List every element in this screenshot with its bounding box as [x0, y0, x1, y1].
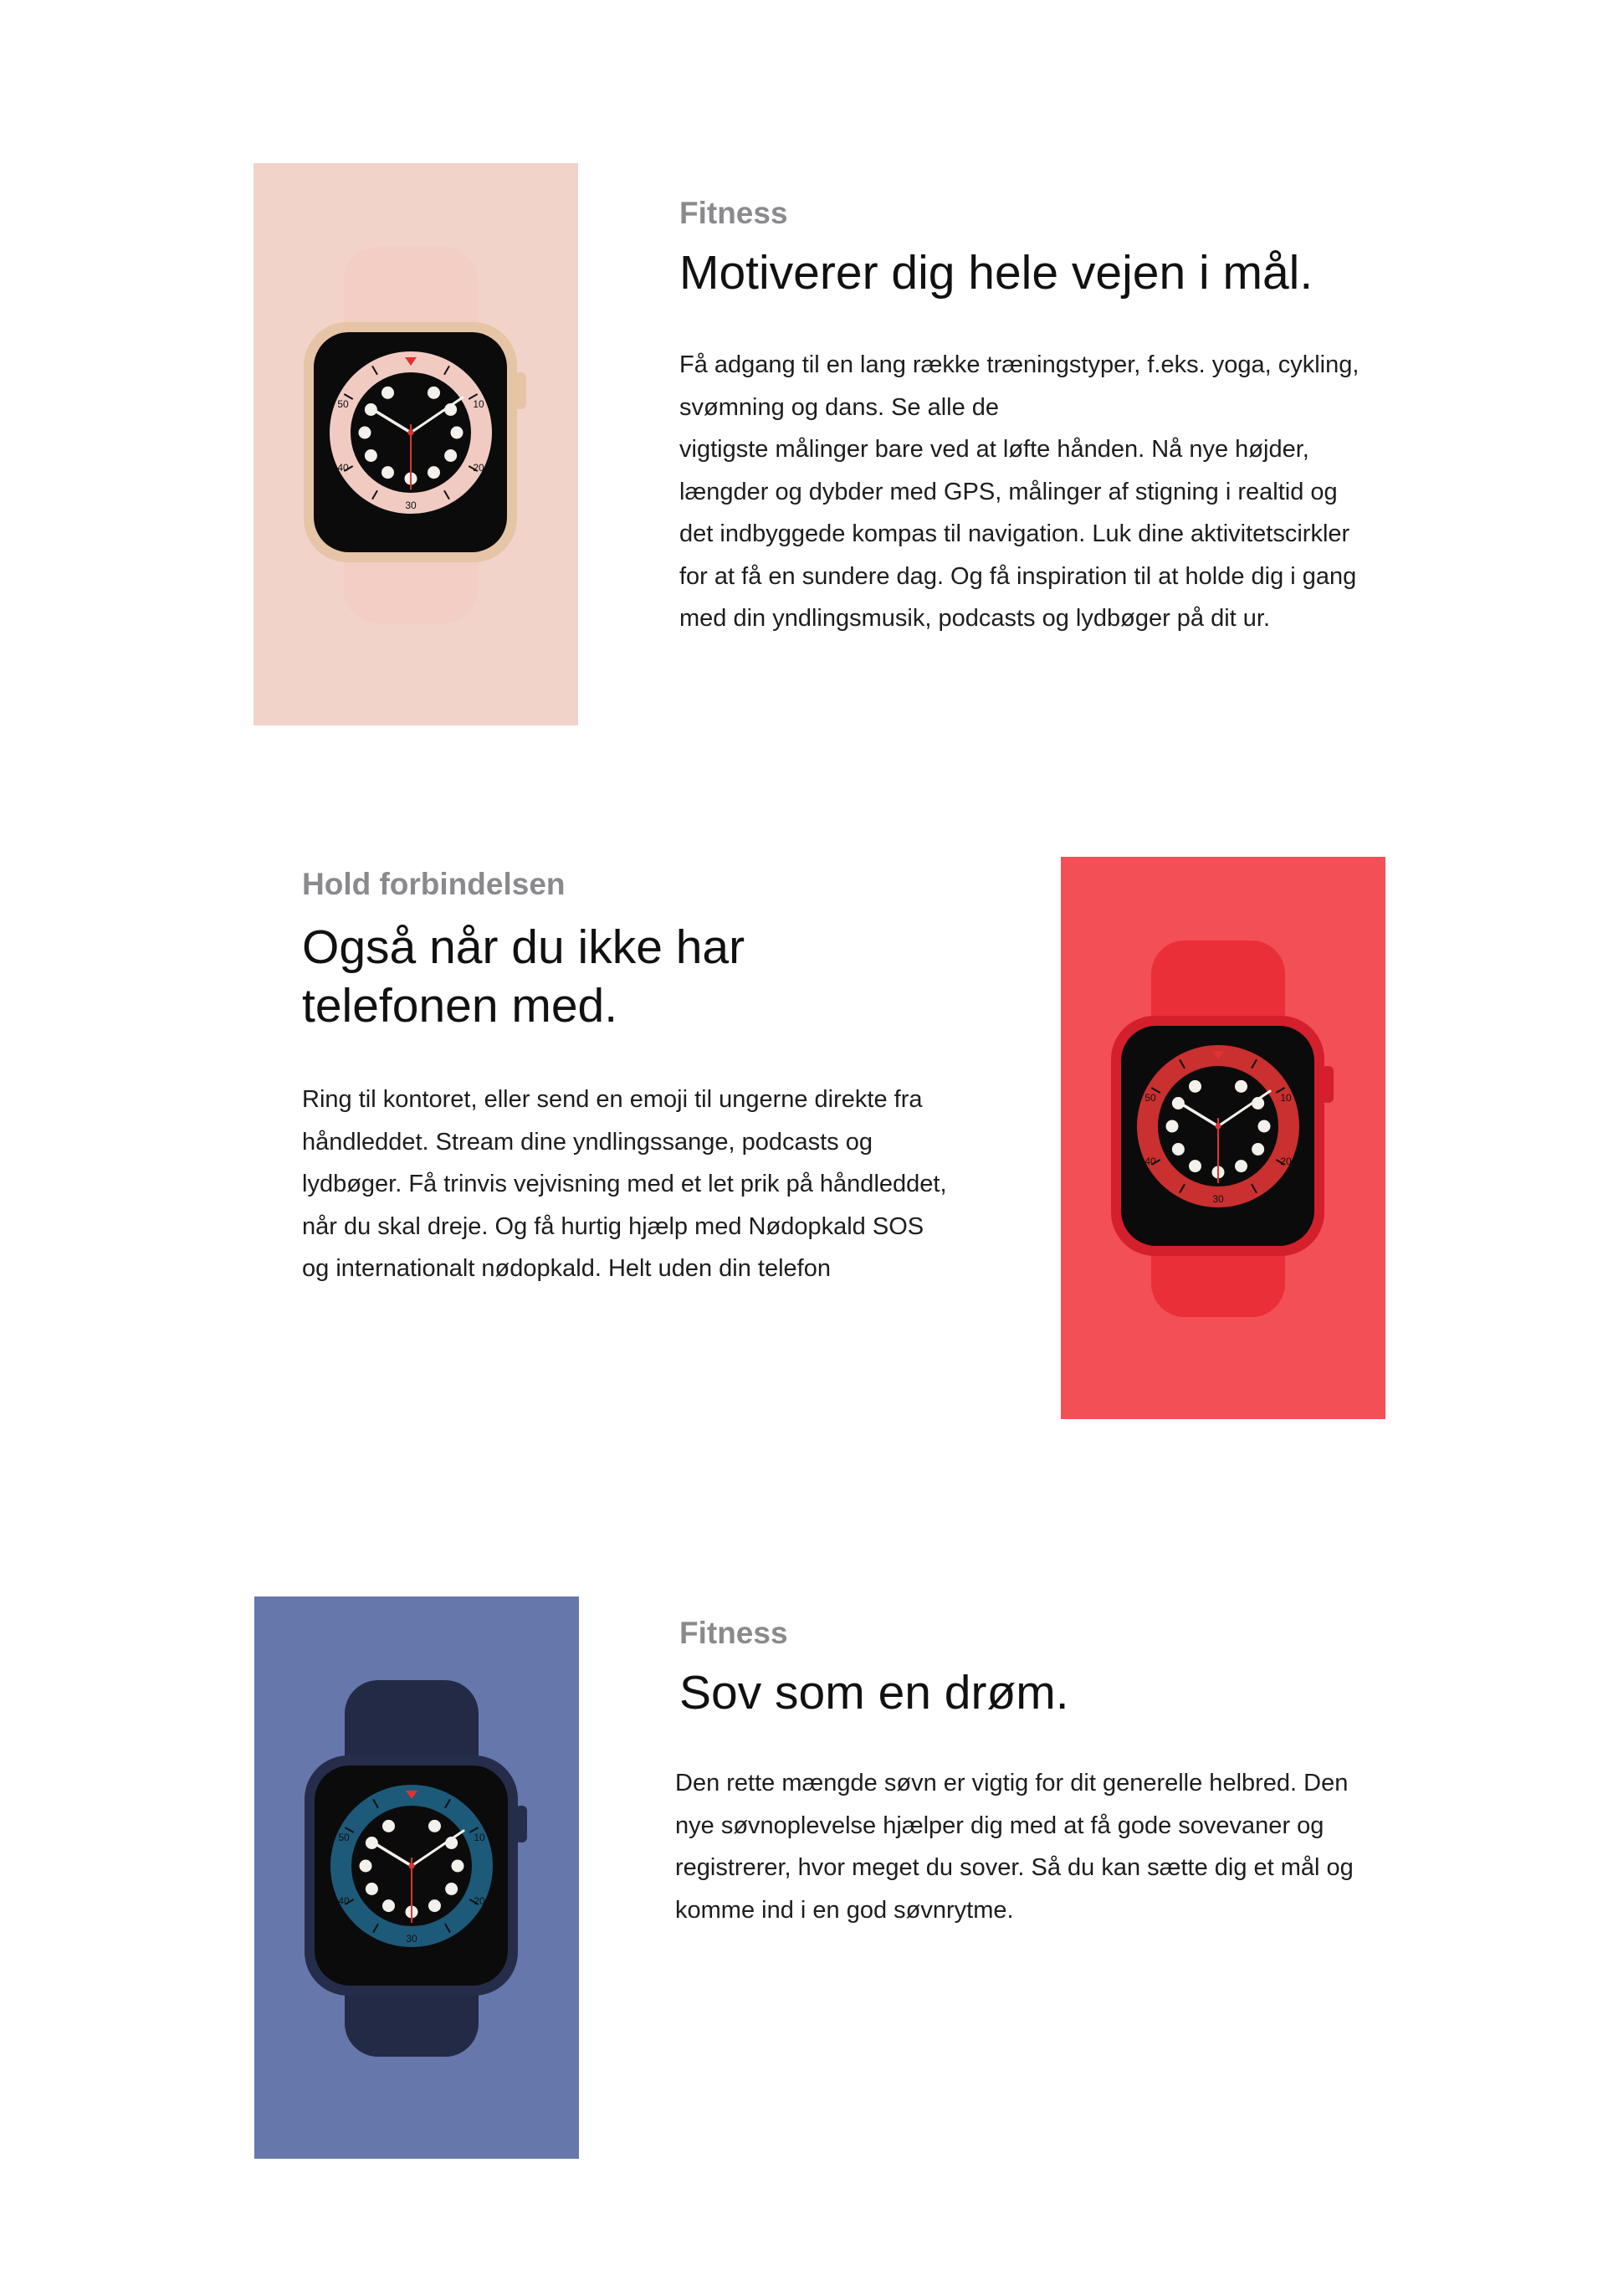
body-line: og internationalt nødopkald. Helt uden din telefon [302, 1255, 831, 1282]
body-line: komme ind i en god søvnrytme. [675, 1896, 1014, 1924]
body-line: nye søvnoplevelse hjælper dig med at få gode sovevaner og [675, 1812, 1324, 1839]
dial-number: 10 [1280, 1092, 1292, 1104]
hour-marker-icon [360, 1860, 372, 1873]
dial-number: 30 [405, 500, 417, 512]
body-line: for at få en sundere dag. Og få inspiration til at holde dig i gang [679, 562, 1357, 590]
dial-number: 40 [338, 1895, 350, 1908]
body-line: Få adgang til en lang række træningstyper, f.eks. yoga, cykling, [679, 351, 1360, 378]
body-line: håndleddet. Stream dine yndlingssange, podcasts og [302, 1128, 873, 1156]
body-line: lydbøger. Få trinvis vejvisning med et let prik på håndleddet, [302, 1171, 947, 1197]
digital-crown-icon [515, 1806, 527, 1842]
section-eyebrow: Hold forbindelsen [302, 867, 566, 901]
body-line: Den rette mængde søvn er vigtig for dit generelle helbred. Den [675, 1770, 1349, 1796]
body-line: med din yndlingsmusik, podcasts og lydbøger på dit ur. [679, 605, 1271, 632]
section-eyebrow: Fitness [679, 196, 788, 230]
section-headline [679, 1663, 1432, 1722]
hour-marker-icon [382, 1899, 395, 1912]
headline-line: Motiverer dig hele vejen i mål. [679, 246, 1313, 300]
body-line: registrerer, hvor meget du sover. Så du kan sætte dig et mål og [675, 1854, 1354, 1881]
watch-image-panel [254, 1596, 579, 2159]
headline-line: Også når du ikke har [302, 920, 745, 974]
body-line: når du skal dreje. Og få hurtig hjælp med Nødopkald SOS [302, 1212, 924, 1240]
hour-marker-icon [445, 1883, 458, 1895]
section-body-text [675, 1762, 1432, 1931]
body-line: længder og dybder med GPS, målinger af stigning i realtid og [679, 478, 1338, 505]
hour-marker-icon [452, 1860, 464, 1873]
body-line: det indbyggede kompas til navigation. Luk dine aktivitetscirkler [679, 520, 1350, 547]
hour-marker-icon [428, 1820, 441, 1832]
body-line: vigtigste målinger bare ved at løfte hånden. Nå nye højder, [679, 436, 1309, 463]
dial-number: 10 [474, 1832, 485, 1844]
feature-text-block [675, 1615, 1432, 1931]
apple-watch-illustration [254, 1596, 579, 2159]
hour-marker-icon [382, 1820, 395, 1832]
body-line: Ring til kontoret, eller send en emoji til ungerne direkte fra [302, 1086, 923, 1113]
dial-number: 50 [337, 398, 349, 411]
dial-number: 50 [1144, 1092, 1156, 1104]
body-line: svømning og dans. Se alle de [679, 393, 1000, 421]
hand-pivot [409, 1863, 415, 1869]
dial-number: 20 [1280, 1156, 1292, 1168]
hour-marker-icon [428, 1899, 441, 1912]
dial-number: 30 [406, 1933, 417, 1945]
dial-number: 30 [1212, 1193, 1224, 1206]
headline-line: telefonen med. [302, 979, 618, 1033]
hour-marker-icon [366, 1883, 378, 1895]
dial-number: 40 [1144, 1156, 1156, 1168]
dial-number: 50 [338, 1832, 350, 1844]
headline-line: Sov som en drøm. [679, 1666, 1069, 1719]
dial-number: 40 [337, 462, 349, 474]
dial-number: 20 [473, 462, 484, 474]
dial-number: 20 [474, 1895, 485, 1908]
section-eyebrow: Fitness [679, 1616, 788, 1650]
dial-number: 10 [473, 398, 484, 411]
